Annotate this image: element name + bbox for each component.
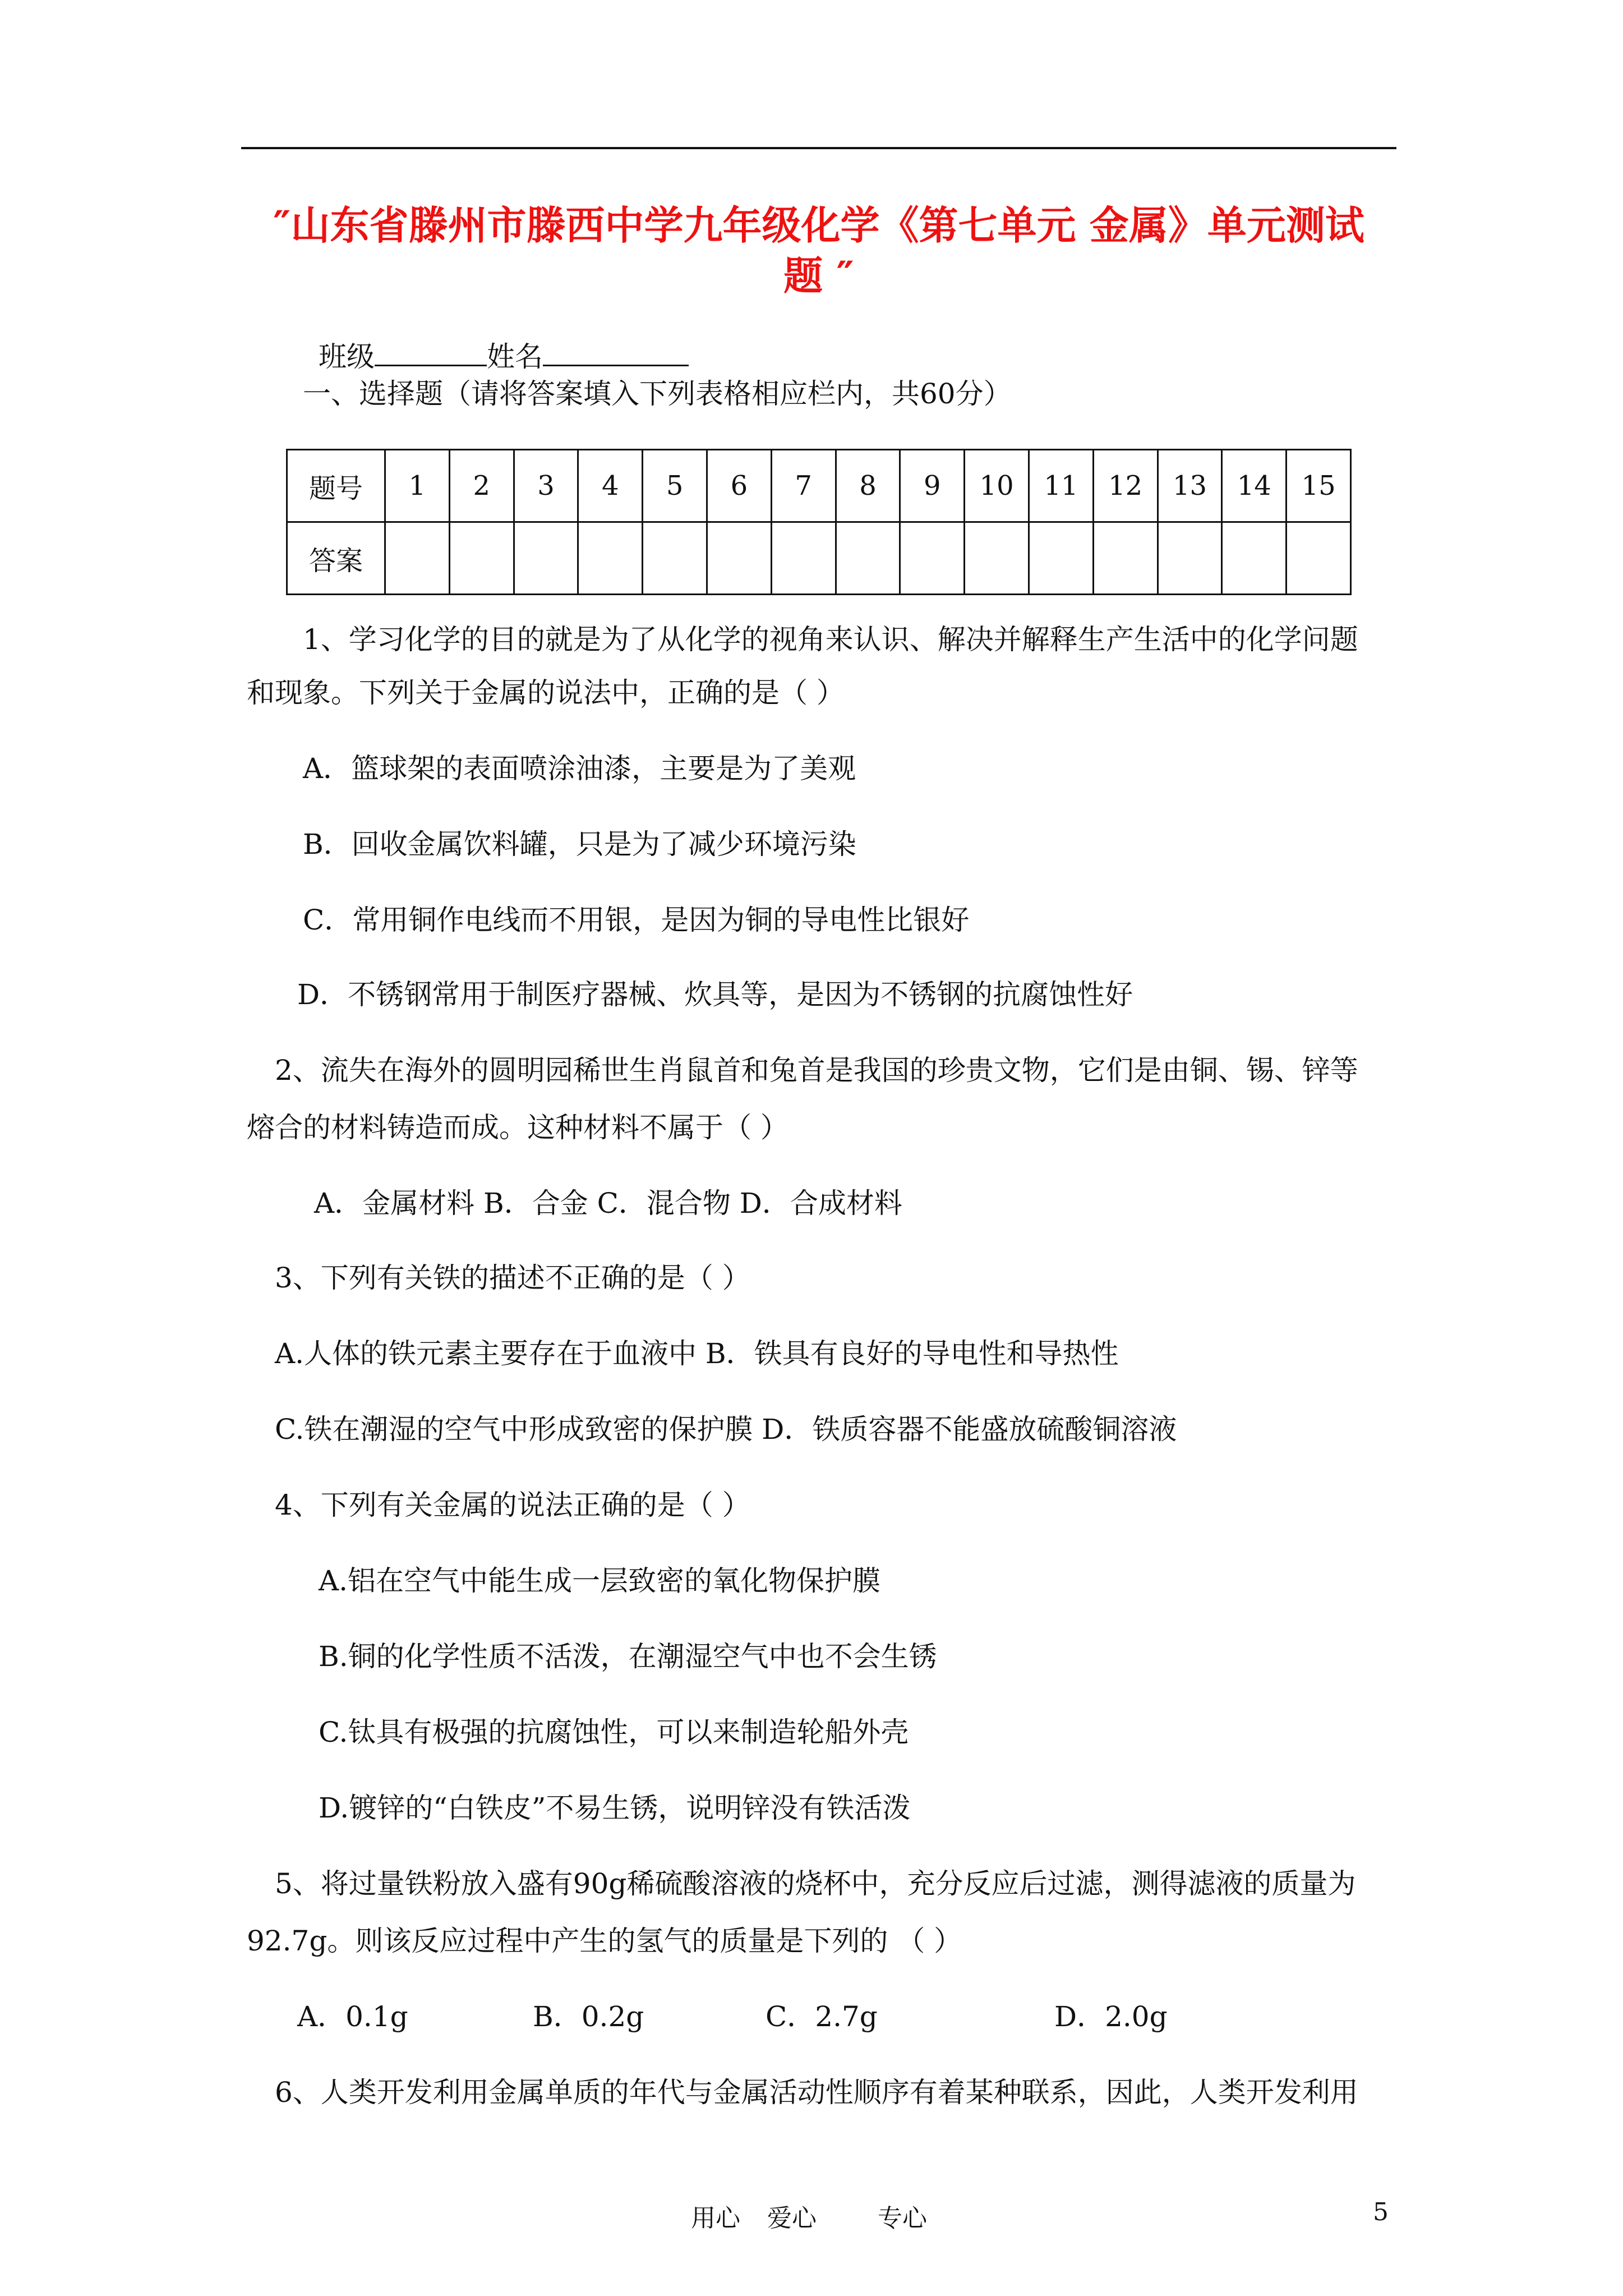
footer-motto-1: 用心: [691, 2204, 740, 2233]
answer-table-answer-row: [287, 522, 1351, 595]
question-1-stem-line2: 和现象。下列关于金属的说法中，正确的是（ ）: [247, 677, 845, 709]
question-2-options: A．金属材料 B．合金 C．混合物 D．合成材料: [314, 1187, 902, 1220]
answer-cell[interactable]: [1222, 522, 1287, 595]
table-number-cell: 10: [965, 450, 1029, 522]
answer-table-number-row: [287, 450, 1351, 522]
name-label: 姓名: [487, 341, 543, 373]
class-name-line: [319, 337, 689, 374]
table-number-cell: 3: [514, 450, 578, 522]
answer-cell[interactable]: [643, 522, 707, 595]
table-number-cell: 5: [643, 450, 707, 522]
question-4-stem: 4、下列有关金属的说法正确的是（ ）: [275, 1489, 750, 1521]
page-title-line2: 题 ″: [783, 253, 854, 299]
page-number: 5: [1373, 2198, 1389, 2226]
table-header-answer: 答案: [287, 522, 385, 595]
question-5-option-b: B．0.2g: [533, 2000, 644, 2033]
question-5-option-a: A．0.1g: [297, 2000, 408, 2033]
question-4-option-d: D.镀锌的“白铁皮”不易生锈，说明锌没有铁活泼: [319, 1792, 911, 1824]
class-blank[interactable]: [375, 337, 487, 366]
question-3-stem: 3、下列有关铁的描述不正确的是（ ）: [275, 1262, 750, 1294]
table-number-cell: 14: [1222, 450, 1287, 522]
table-number-cell: 7: [771, 450, 836, 522]
table-number-cell: 9: [900, 450, 965, 522]
table-number-cell: 2: [449, 450, 514, 522]
question-4-option-b: B.铜的化学性质不活泼，在潮湿空气中也不会生锈: [319, 1640, 937, 1673]
header-rule: [241, 147, 1396, 149]
table-number-cell: 15: [1287, 450, 1351, 522]
answer-cell[interactable]: [514, 522, 578, 595]
question-5-stem-line2: 92.7g。则该反应过程中产生的氢气的质量是下列的 （ ）: [247, 1925, 962, 1957]
question-1-option-a: A．篮球架的表面喷涂油漆，主要是为了美观: [303, 752, 856, 785]
table-header-question-number: 题号: [287, 450, 385, 522]
table-number-cell: 11: [1029, 450, 1093, 522]
table-number-cell: 13: [1158, 450, 1222, 522]
question-1-option-b: B．回收金属饮料罐，只是为了减少环境污染: [303, 828, 856, 861]
footer-motto-2: 爱心: [767, 2204, 817, 2233]
class-label: 班级: [319, 341, 375, 373]
answer-cell[interactable]: [385, 522, 450, 595]
table-number-cell: 6: [707, 450, 771, 522]
table-number-cell: 4: [578, 450, 643, 522]
question-2-stem-line1: 2、流失在海外的圆明园稀世生肖鼠首和兔首是我国的珍贵文物，它们是由铜、锡、锌等: [275, 1054, 1358, 1087]
table-number-cell: 1: [385, 450, 450, 522]
answer-cell[interactable]: [578, 522, 643, 595]
question-4-option-a: A.铝在空气中能生成一层致密的氧化物保护膜: [319, 1565, 881, 1597]
question-6-stem-line1: 6、人类开发利用金属单质的年代与金属活动性顺序有着某种联系，因此，人类开发利用: [275, 2076, 1358, 2109]
question-5-option-c: C．2.7g: [766, 2000, 878, 2033]
answer-cell[interactable]: [900, 522, 965, 595]
answer-cell[interactable]: [1093, 522, 1158, 595]
table-number-cell: 12: [1093, 450, 1158, 522]
answer-cell[interactable]: [1029, 522, 1093, 595]
question-2-stem-line2: 熔合的材料铸造而成。这种材料不属于（ ）: [247, 1111, 789, 1144]
name-blank[interactable]: [543, 337, 689, 366]
question-3-options-ab: A.人体的铁元素主要存在于血液中 B．铁具有良好的导电性和导热性: [275, 1337, 1119, 1370]
footer-motto-3: 专心: [878, 2204, 927, 2233]
answer-cell[interactable]: [836, 522, 900, 595]
question-1-option-c: C．常用铜作电线而不用银，是因为铜的导电性比银好: [303, 904, 970, 936]
answer-cell[interactable]: [1158, 522, 1222, 595]
answer-cell[interactable]: [1287, 522, 1351, 595]
question-3-options-cd: C.铁在潮湿的空气中形成致密的保护膜 D．铁质容器不能盛放硫酸铜溶液: [275, 1413, 1177, 1446]
answer-cell[interactable]: [707, 522, 771, 595]
table-number-cell: 8: [836, 450, 900, 522]
answer-table: [286, 449, 1352, 595]
page-title-line1: ″山东省滕州市滕西中学九年级化学《第七单元 金属》单元测试: [273, 203, 1364, 249]
question-4-option-c: C.钛具有极强的抗腐蚀性，可以来制造轮船外壳: [319, 1716, 909, 1749]
question-5-stem-line1: 5、将过量铁粉放入盛有90g稀硫酸溶液的烧杯中，充分反应后过滤，测得滤液的质量为: [275, 1867, 1356, 1900]
section1-heading: 一、选择题（请将答案填入下列表格相应栏内，共60分）: [303, 378, 1012, 410]
answer-cell[interactable]: [771, 522, 836, 595]
question-1-option-d: D．不锈钢常用于制医疗器械、炊具等，是因为不锈钢的抗腐蚀性好: [297, 978, 1133, 1011]
question-1-stem-line1: 1、学习化学的目的就是为了从化学的视角来认识、解决并解释生产生活中的化学问题: [303, 623, 1358, 656]
question-5-option-d: D．2.0g: [1054, 2000, 1168, 2033]
answer-cell[interactable]: [965, 522, 1029, 595]
answer-cell[interactable]: [449, 522, 514, 595]
